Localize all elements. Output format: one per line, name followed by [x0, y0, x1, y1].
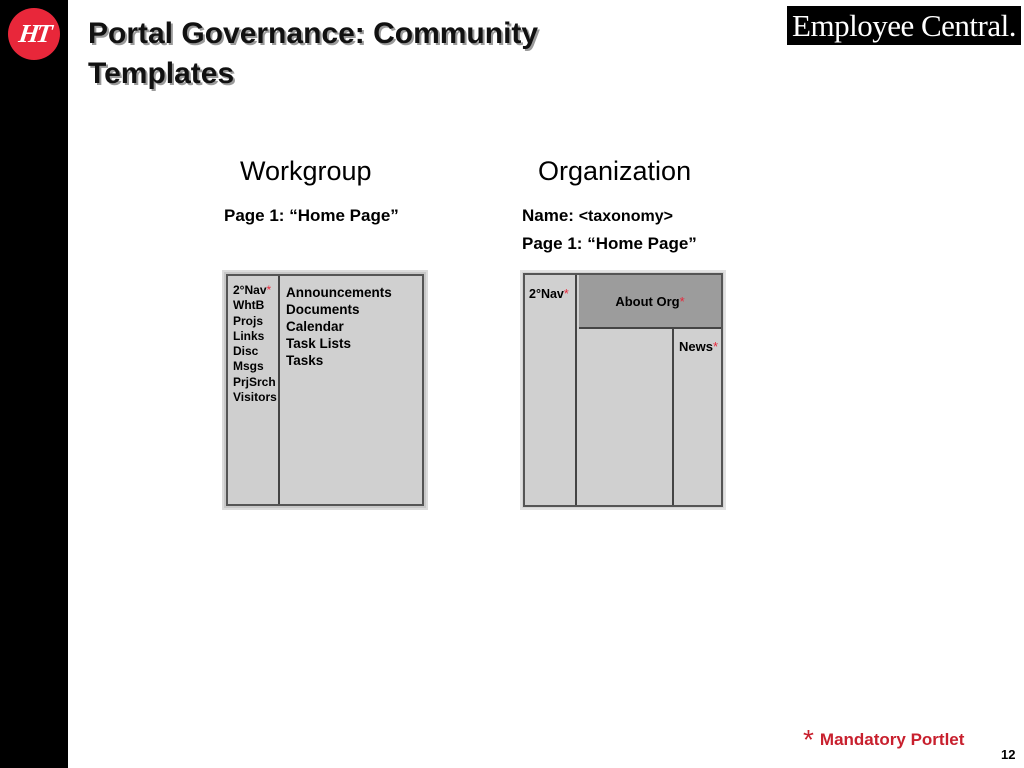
left-sidebar-bar: [0, 0, 68, 768]
title-line-2: Templates: [88, 57, 235, 90]
wg-nav-item: Msgs: [233, 359, 264, 374]
org-content-area: [579, 329, 674, 505]
wg-nav-item: WhtB: [233, 298, 265, 313]
wg-main-item: Tasks: [286, 353, 324, 368]
page-number: 12: [1001, 747, 1016, 762]
workgroup-nav-column: [230, 276, 280, 504]
about-org-portlet: About Org *: [579, 275, 721, 329]
wg-main-item: Documents: [286, 302, 360, 317]
mandatory-star-icon: *: [712, 339, 719, 354]
organization-name-line: Name: <taxonomy>: [522, 206, 673, 225]
mandatory-star-icon: *: [563, 287, 569, 301]
wg-main-item: Calendar: [286, 319, 344, 334]
mandatory-star-icon: *: [266, 283, 272, 297]
logo-text: HT: [16, 19, 52, 48]
workgroup-template: [222, 270, 428, 510]
page-title: [88, 14, 648, 94]
organization-subtitle: Page 1: “Home Page”: [522, 234, 697, 253]
organization-template-frame: [523, 273, 723, 507]
taxonomy-placeholder: <taxonomy>: [578, 208, 673, 225]
workgroup-template-frame: [226, 274, 424, 506]
brand-logo: Employee Central.: [787, 6, 1021, 45]
wg-main-item: Announcements: [286, 285, 392, 300]
org-nav-column: 2°Nav*: [525, 275, 577, 505]
wg-main-item: Task Lists: [286, 336, 352, 351]
workgroup-subtitle: Page 1: “Home Page”: [224, 206, 399, 225]
wg-nav-item: Visitors: [233, 390, 277, 405]
mandatory-legend: * Mandatory Portlet: [803, 724, 965, 755]
organization-template: [520, 270, 726, 510]
title-line-1: Portal Governance: Community: [88, 17, 539, 50]
wg-nav-item: PrjSrch: [233, 374, 276, 389]
news-portlet: News*: [679, 339, 719, 354]
mandatory-star-icon: *: [679, 293, 685, 309]
workgroup-heading: Workgroup: [240, 156, 372, 186]
company-logo-icon: [8, 8, 60, 60]
legend-star-icon: *: [803, 724, 814, 755]
wg-nav-item: Disc: [233, 344, 259, 359]
organization-heading: Organization: [538, 156, 692, 186]
wg-nav-item: Links: [233, 328, 265, 343]
wg-nav-item: Projs: [233, 313, 264, 328]
workgroup-main-column: [286, 284, 392, 369]
wg-nav-item: 2°Nav*: [233, 283, 272, 297]
